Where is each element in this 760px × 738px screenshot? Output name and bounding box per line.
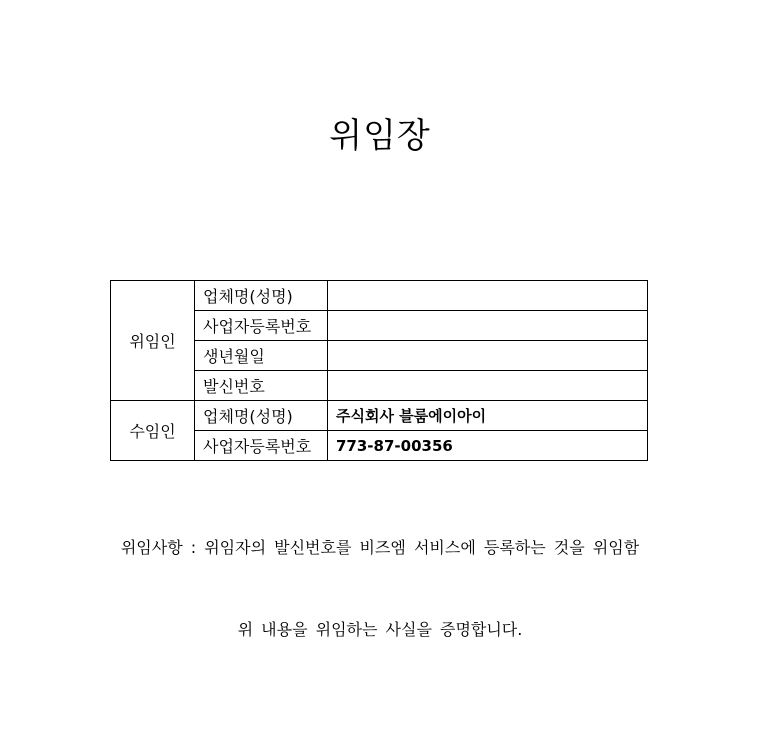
table-row (111, 281, 648, 311)
table-row (111, 401, 648, 431)
delegate-business-number-value: 773-87-00356 (328, 431, 648, 461)
certification-text: 위 내용을 위임하는 사실을 증명합니다. (237, 620, 523, 639)
delegator-birthdate-label: 생년월일 (195, 341, 328, 371)
delegate-company-name-label: 업체명(성명) (195, 401, 328, 431)
delegator-business-number-label: 사업자등록번호 (195, 311, 328, 341)
delegator-sender-number-value[interactable] (328, 371, 648, 401)
delegator-company-name-value[interactable] (328, 281, 648, 311)
proxy-table (110, 280, 648, 461)
delegator-label: 위임인 (111, 281, 195, 401)
document-title: 위임장 (329, 116, 431, 156)
delegate-company-name-value: 주식회사 블룸에이아이 (328, 401, 648, 431)
delegator-company-name-label: 업체명(성명) (195, 281, 328, 311)
delegate-business-number-label: 사업자등록번호 (195, 431, 328, 461)
delegate-label: 수임인 (111, 401, 195, 461)
delegator-business-number-value[interactable] (328, 311, 648, 341)
delegator-birthdate-value[interactable] (328, 341, 648, 371)
delegation-matter-text: 위임사항 : 위임자의 발신번호를 비즈엠 서비스에 등록하는 것을 위임함 (120, 538, 640, 557)
delegator-sender-number-label: 발신번호 (195, 371, 328, 401)
